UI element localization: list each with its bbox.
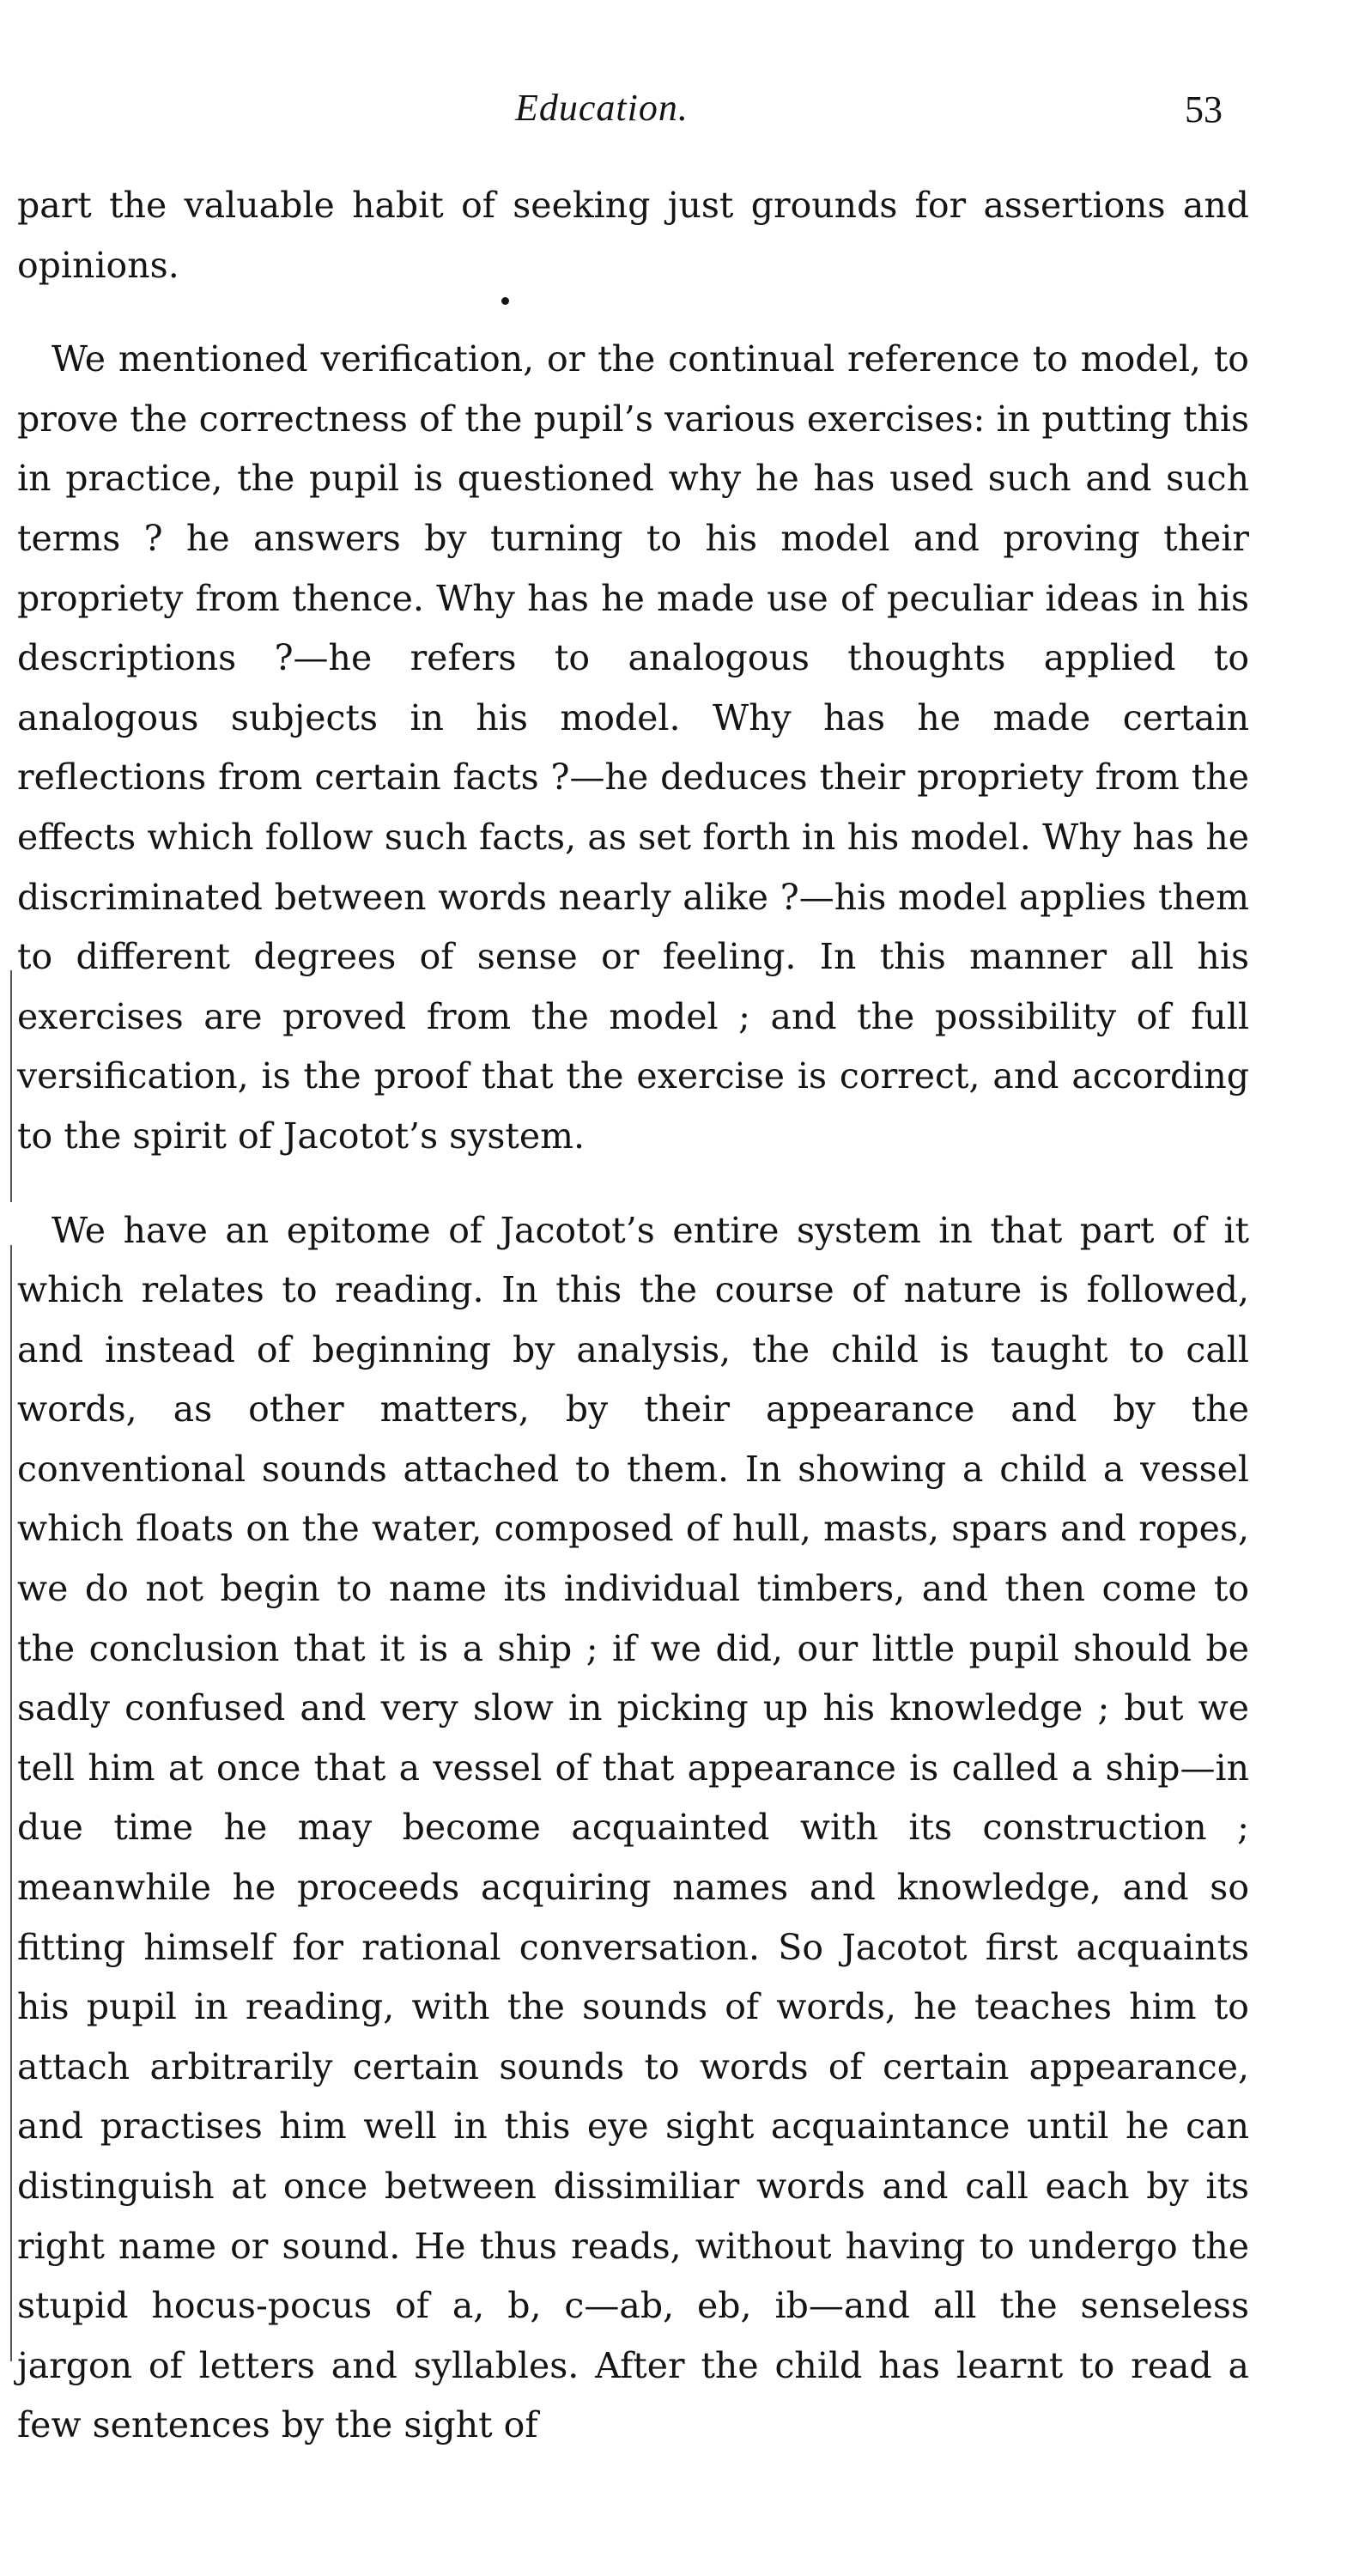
page-number: 53 xyxy=(1185,88,1223,131)
margin-line xyxy=(10,970,12,1202)
margin-line xyxy=(10,1245,12,2361)
body-text xyxy=(17,176,1249,2456)
paragraph-continuation: part the valuable habit of seeking just grounds for assertions and opinions. xyxy=(17,185,1249,286)
running-head xyxy=(0,86,1347,137)
paragraph-reading: We have an epitome of Jacotot’s entire system in that part of it which relates to reading. In this the course of nature is followed, and instead of beginning by analysis, the child is taught to call words, as other matters, by their appearance and by the conventional sounds attached to them. In showing a child a vessel which floats on the water, composed of hull, masts, spars and ropes, we do not begin to name its individual timbers, and then come to the conclusion that it is a ship ; if we did, our little pupil should be sadly confused and very slow in picking up his knowledge ; but we tell him at once that a vessel of that appearance is called a ship—in due time he may become acquainted with its construction ; meanwhile he proceeds acquiring names and knowledge, and so fitting himself for rational conversation. So Jacotot first acquaints his pupil in reading, with the sounds of words, he teaches him to attach arbitrarily certain sounds to words of certain appearance, and practises him well in this eye sight acquaintance until he can distinguish at once between dissimiliar words and call each by its right name or sound. He thus reads, without having to undergo the stupid hocus-pocus of a, b, c—ab, eb, ib—and all the senseless jargon of letters and syllables. After the child has learnt to read a few sentences by the sight of xyxy=(17,1209,1249,2446)
paragraph-verification: We mentioned verification, or the continual reference to model, to prove the correctness of the pupil’s various exercises: in putting this in practice, the pupil is questioned why he has used such and such terms ? he answers by turning to his model and proving their propriety from thence. Why has he made use of peculiar ideas in his descriptions ?—he refers to analogous thoughts applied to analogous subjects in his model. Why has he made certain reflections from certain facts ?—he deduces their propriety from the effects which follow such facts, as set forth in his model. Why has he discriminated between words nearly alike ?—his model applies them to different degrees of sense or feeling. In this manner all his exercises are proved from the model ; and the possibility of full versification, is the proof that the exercise is correct, and according to the spirit of Jacotot’s system. xyxy=(17,338,1249,1157)
running-title: Education. xyxy=(515,87,689,129)
